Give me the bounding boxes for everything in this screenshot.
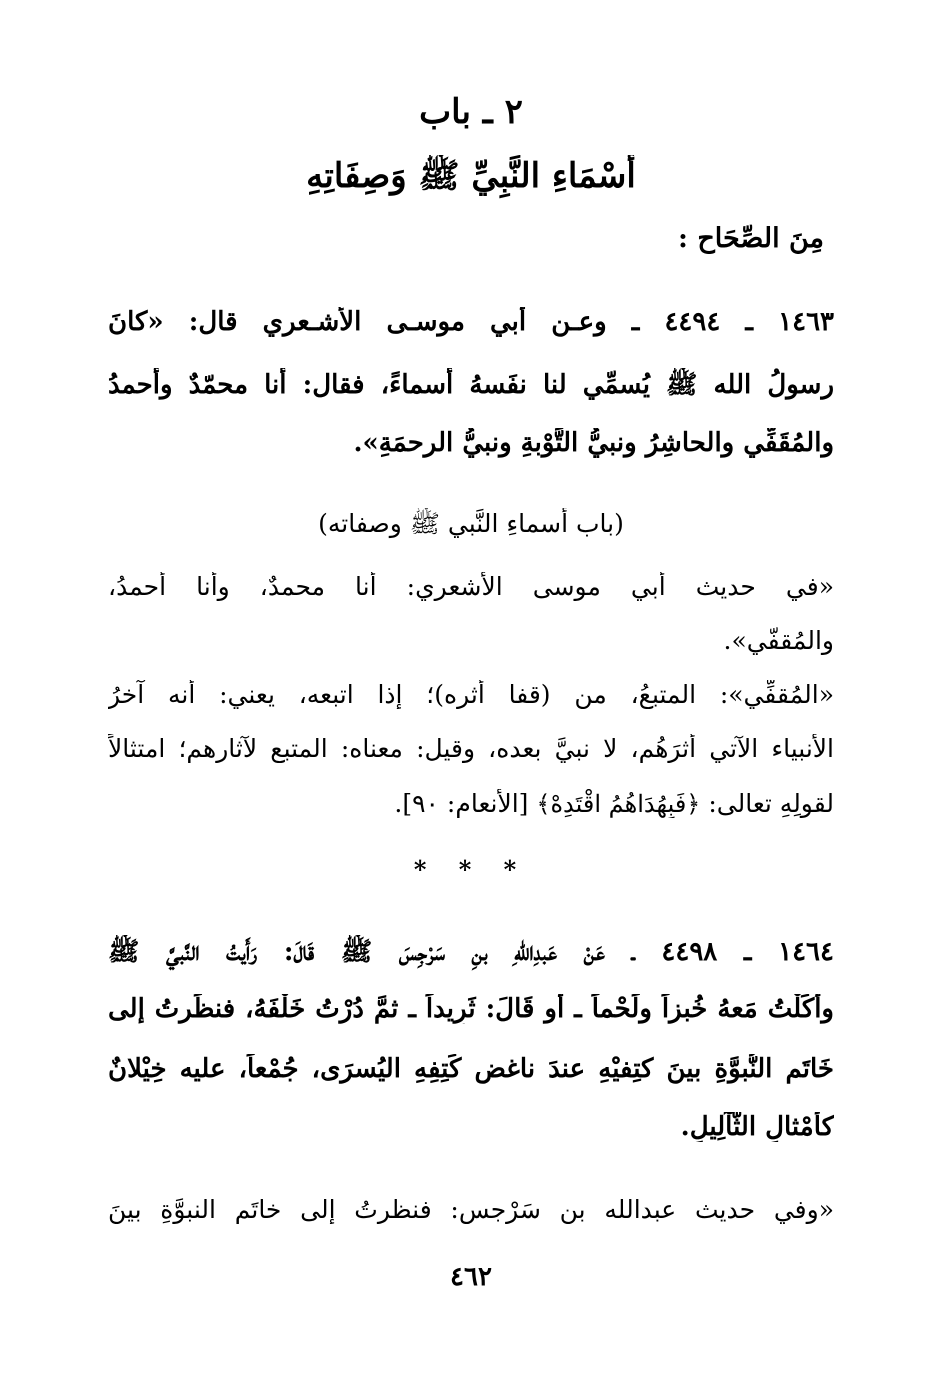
chapter-number-title: ٢ ـ باب — [419, 92, 523, 132]
commentary-line-1: «في حديث أبي موسى الأشعري: أنا محمدٌ، وأنا أحمدُ، — [108, 572, 834, 601]
hadith-1464-line-4: كأمْثالِ الثَّآلِيلِ. — [680, 1112, 834, 1142]
hadith-1464-line-2: وأَكَلْتُ مَعهُ خُبزاً ولَحْماً ـ أو قَالَ: ثَرِيداً ـ ثمَّ دُرْتُ خَلْفَهُ، فنظَرتُ إلى — [108, 994, 834, 1024]
commentary-line-4: الأنبياء الآتي أثرَهُم، لا نبيَّ بعده، وقيل: معناه: المتبع لآثارهم؛ امتثالاً — [108, 734, 834, 763]
page-number: ٤٦٢ — [450, 1262, 492, 1292]
commentary-line-5-text: لقولِهِ تعالى: — [708, 789, 834, 818]
verse-reference: [الأنعام: ٩٠]. — [394, 789, 529, 818]
chapter-title: أَسْمَاءِ النَّبِيِّ ﷺ وَصِفَاتِهِ — [306, 156, 636, 196]
commentary-heading: (باب أسماءِ النَّبي ﷺ وصفاته) — [318, 509, 624, 538]
quran-verse: ﴿فَبِهُدَاهُمُ اقْتَدِهْ﴾ — [536, 790, 701, 818]
commentary-line-5 — [108, 789, 834, 818]
commentary-line-3: «المُقفِّي»: المتبعُ، من (قفا أثره)؛ إذا اتبعه، يعني: أنه آخرُ — [108, 680, 834, 709]
section-label: مِنَ الصِّحَاحِ : — [677, 223, 824, 254]
hadith-1464-line-3: خَاتَم النُّبوَّةِ بينَ كتِفيْهِ عندَ ناغضِ كَتِفِهِ اليُسرَى، جُمْعاً، عليه خِيْلانٌ — [108, 1054, 834, 1084]
hadith-1464-line-1: ١٤٦٤ ـ ٤٤٩٨ ـ عَنْ عَبدِاللهِ بنِ سَرْجِسَ ﷺ قَالَ: رَأَيتُ النَّبيَّ ﷺ — [108, 937, 834, 967]
commentary-2-line-1: «وفي حديث عبدالله بن سَرْجس: فنظرتُ إلى خاتَمِ النبوَّةِ بينَ — [108, 1195, 834, 1224]
hadith-1463-line-2: رسولُ الله ﷺ يُسمِّي لنا نفَسهُ أسماءً، فقال: أنا محمّدٌ وأحمدُ — [108, 370, 834, 400]
commentary-line-2: والمُقفّي». — [723, 626, 834, 655]
hadith-1463-line-1: ١٤٦٣ ـ ٤٤٩٤ ـ وعـن أبي موسـى الأشـعري قال: «كانَ — [108, 307, 834, 337]
hadith-1463-line-3: والمُقَفِّي والحاشِرُ ونبيُّ التَّوْبةِ ونبيُّ الرحمَةِ». — [353, 428, 834, 458]
section-separator: * * * — [413, 855, 529, 884]
